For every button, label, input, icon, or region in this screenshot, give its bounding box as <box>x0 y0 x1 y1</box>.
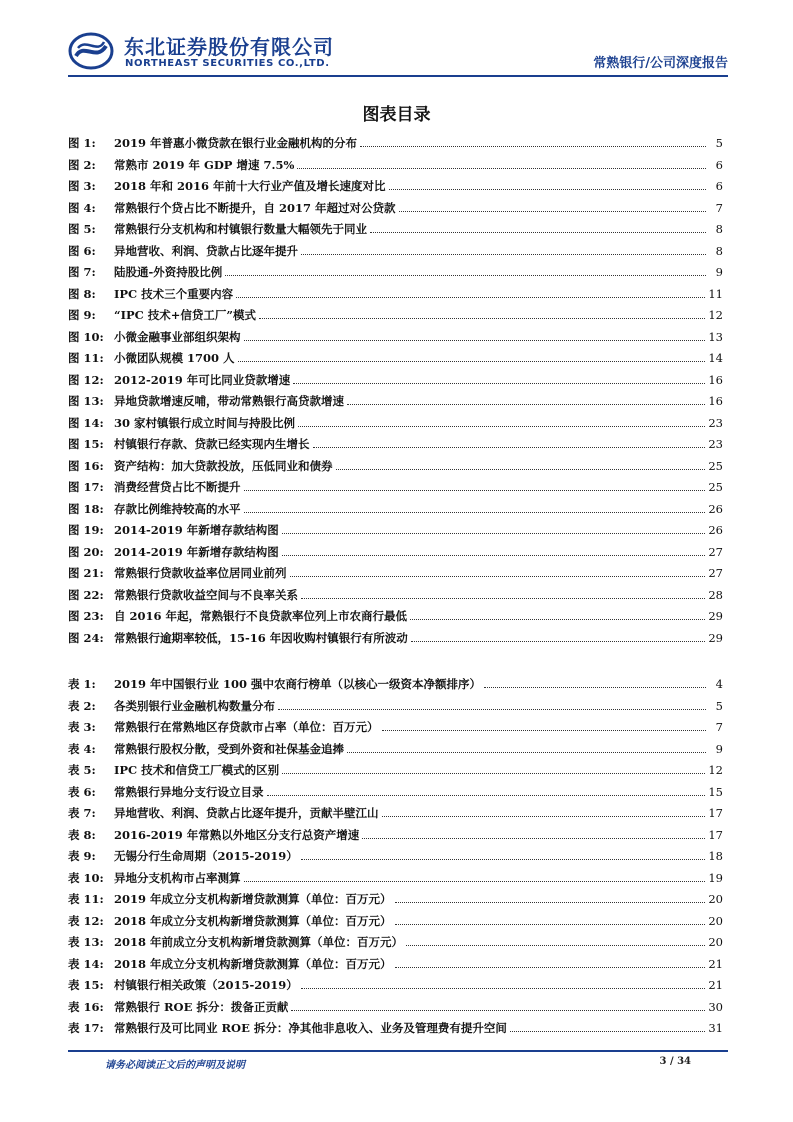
toc-dot-leader <box>267 795 706 796</box>
toc-entry[interactable] <box>68 372 723 394</box>
toc-entry-label: 表 11: <box>68 892 104 906</box>
toc-entry-label: 图 24: <box>68 630 104 645</box>
toc-entry-page: 31 <box>708 1021 723 1035</box>
toc-entry-title: 2014-2019 年新增存款结构图 <box>114 523 279 537</box>
toc-entry[interactable] <box>68 698 723 720</box>
report-title: 常熟银行/公司深度报告 <box>593 56 728 71</box>
toc-entry-page: 28 <box>708 587 723 602</box>
toc-dot-leader <box>244 881 706 882</box>
toc-entry-page: 30 <box>708 999 723 1014</box>
toc-entry-title: 异地营收、利润、贷款占比逐年提升 <box>114 243 298 258</box>
toc-entry-title: 常熟银行贷款收益空间与不良率关系 <box>114 587 298 602</box>
toc-entry-page: 23 <box>708 437 723 451</box>
toc-entry[interactable] <box>68 827 723 849</box>
toc-dot-leader <box>278 709 706 710</box>
toc-dot-leader <box>236 297 705 298</box>
toc-dot-leader <box>410 619 705 620</box>
toc-entry-title: 常熟银行 ROE 拆分：拨备正贡献 <box>114 999 289 1014</box>
toc-dot-leader <box>244 490 706 491</box>
toc-entry[interactable] <box>68 350 723 372</box>
toc-entry-title: “IPC 技术+信贷工厂”模式 <box>114 308 257 322</box>
toc-dot-leader <box>244 512 706 513</box>
toc-entry[interactable] <box>68 200 723 222</box>
toc-entry[interactable] <box>68 934 723 956</box>
toc-entry-label: 表 12: <box>68 913 104 928</box>
toc-dot-leader <box>347 752 706 753</box>
toc-entry-label: 图 11: <box>68 351 104 365</box>
toc-entry[interactable] <box>68 479 723 501</box>
toc-entry-page: 8 <box>715 243 723 258</box>
toc-entry[interactable] <box>68 999 723 1021</box>
toc-entry[interactable] <box>68 784 723 806</box>
toc-entry-title: 常熟银行贷款收益率位居同业前列 <box>114 566 287 580</box>
toc-dot-leader <box>336 469 706 470</box>
toc-entry-page: 29 <box>708 630 723 645</box>
toc-entry[interactable] <box>68 135 723 157</box>
toc-entry-page: 8 <box>715 222 723 236</box>
toc-dot-leader <box>293 383 705 384</box>
toc-entry-title: 异地分支机构市占率测算 <box>114 870 241 885</box>
toc-entry[interactable] <box>68 178 723 200</box>
toc-entry-title: 常熟银行异地分支行设立目录 <box>114 784 264 799</box>
toc-entry-title: 常熟银行及可比同业 ROE 拆分：净其他非息收入、业务及管理费有提升空间 <box>114 1021 507 1035</box>
toc-dot-leader <box>382 730 707 731</box>
company-name-en: NORTHEAST SECURITIES CO.,LTD. <box>125 58 330 69</box>
toc-entry-title: 异地营收、利润、贷款占比逐年提升，贡献半壁江山 <box>114 806 379 820</box>
toc-dot-leader <box>395 967 706 968</box>
toc-entry-page: 23 <box>708 415 723 430</box>
toc-entry-page: 29 <box>708 609 723 623</box>
toc-entry[interactable] <box>68 762 723 784</box>
toc-entry[interactable] <box>68 307 723 329</box>
toc-entry[interactable] <box>68 587 723 609</box>
toc-dot-leader <box>244 340 706 341</box>
toc-entry-page: 20 <box>708 913 723 928</box>
toc-dot-leader <box>301 859 706 860</box>
toc-entry-label: 图 7: <box>68 265 96 279</box>
toc-entry[interactable] <box>68 805 723 827</box>
footer-disclaimer: 请务必阅读正文后的声明及说明 <box>105 1060 245 1071</box>
toc-entry-title: 2016-2019 年常熟以外地区分支行总资产增速 <box>114 827 360 842</box>
toc-entry-page: 20 <box>708 892 723 906</box>
toc-entry[interactable] <box>68 891 723 913</box>
toc-entry-label: 图 20: <box>68 544 104 559</box>
toc-entry-title: 2012-2019 年可比同业贷款增速 <box>114 372 291 387</box>
toc-entry[interactable] <box>68 415 723 437</box>
toc-entry-page: 4 <box>715 677 723 691</box>
toc-entry-title: 常熟银行股权分散，受到外资和社保基金追捧 <box>114 741 344 756</box>
report-header <box>68 28 728 74</box>
toc-entry-label: 图 21: <box>68 566 104 580</box>
toc-entry-page: 11 <box>708 286 723 301</box>
toc-entry-label: 图 23: <box>68 609 104 623</box>
toc-entry-page: 20 <box>708 935 723 949</box>
toc-entry-title: 小微团队规模 1700 人 <box>114 351 235 365</box>
toc-entry-label: 图 13: <box>68 394 104 408</box>
toc-entry[interactable] <box>68 913 723 935</box>
toc-entry[interactable] <box>68 393 723 415</box>
toc-entry-label: 表 16: <box>68 999 104 1014</box>
toc-entry-title: 2018 年前成立分支机构新增贷款测算（单位：百万元） <box>114 935 404 949</box>
toc-entry-page: 19 <box>708 870 723 885</box>
toc-entry-label: 图 9: <box>68 308 96 322</box>
toc-entry-title: 2018 年成立分支机构新增贷款测算（单位：百万元） <box>114 956 392 971</box>
toc-entry-page: 9 <box>715 741 723 756</box>
toc-entry-title: 消费经营贷占比不断提升 <box>114 480 241 494</box>
toc-entry[interactable] <box>68 264 723 286</box>
toc-entry[interactable] <box>68 956 723 978</box>
toc-entry[interactable] <box>68 719 723 741</box>
toc-dot-leader <box>282 555 706 556</box>
toc-entry-label: 图 15: <box>68 437 104 451</box>
toc-entry[interactable] <box>68 565 723 587</box>
toc-entry-page: 6 <box>715 179 723 193</box>
toc-dot-leader <box>395 902 706 903</box>
header-divider <box>68 75 728 77</box>
toc-entry-page: 6 <box>715 157 723 172</box>
toc-entry-title: 2014-2019 年新增存款结构图 <box>114 544 279 559</box>
toc-dot-leader <box>406 945 705 946</box>
toc-entry[interactable] <box>68 630 723 652</box>
toc-entry-title: IPC 技术和信贷工厂模式的区别 <box>114 763 280 777</box>
toc-dot-leader <box>301 598 705 599</box>
toc-dot-leader <box>399 211 706 212</box>
toc-entry-label: 图 6: <box>68 243 96 258</box>
company-logo-icon <box>68 32 114 70</box>
toc-entry-label: 图 14: <box>68 415 104 430</box>
toc-dot-leader <box>382 816 706 817</box>
toc-dot-leader <box>362 838 705 839</box>
toc-entry-label: 图 5: <box>68 222 96 236</box>
toc-entry-label: 表 4: <box>68 741 96 756</box>
company-name-cn: 东北证券股份有限公司 <box>124 35 334 59</box>
toc-entry-label: 图 22: <box>68 587 104 602</box>
toc-entry-page: 27 <box>708 566 723 580</box>
toc-entry-label: 图 16: <box>68 458 104 473</box>
toc-dot-leader <box>259 318 705 319</box>
toc-entry-label: 图 17: <box>68 480 104 494</box>
toc-dot-leader <box>484 687 706 688</box>
toc-entry-page: 26 <box>708 523 723 537</box>
toc-dot-leader <box>290 576 706 577</box>
toc-entry-title: 常熟银行分支机构和村镇银行数量大幅领先于同业 <box>114 222 367 236</box>
toc-entry-label: 表 10: <box>68 870 104 885</box>
toc-entry-label: 图 10: <box>68 329 104 344</box>
toc-entry[interactable] <box>68 157 723 179</box>
toc-entry[interactable] <box>68 544 723 566</box>
toc-entry-label: 图 19: <box>68 523 104 537</box>
toc-entry[interactable] <box>68 977 723 999</box>
toc-entry-title: 常熟银行逾期率较低，15-16 年因收购村镇银行有所波动 <box>114 630 408 645</box>
toc-entry-title: 无锡分行生命周期（2015-2019） <box>114 849 298 863</box>
page-title: 图表目录 <box>362 105 431 125</box>
toc-dot-leader <box>411 641 706 642</box>
toc-entry[interactable] <box>68 741 723 763</box>
toc-entry-title: 30 家村镇银行成立时间与持股比例 <box>114 415 296 430</box>
toc-entry-label: 表 8: <box>68 827 96 842</box>
toc-dot-leader <box>282 533 706 534</box>
toc-dot-leader <box>298 426 705 427</box>
toc-dot-leader <box>347 404 705 405</box>
toc-entry-page: 12 <box>708 308 723 322</box>
toc-entry-page: 25 <box>708 458 723 473</box>
toc-entry-page: 9 <box>715 265 723 279</box>
toc-entry-page: 14 <box>708 351 723 365</box>
toc-entry-page: 16 <box>708 394 723 408</box>
toc-dot-leader <box>301 988 706 989</box>
toc-entry[interactable] <box>68 848 723 870</box>
toc-entry[interactable] <box>68 676 723 698</box>
toc-entry-title: 2019 年成立分支机构新增贷款测算（单位：百万元） <box>114 892 392 906</box>
toc-dot-leader <box>291 1010 705 1011</box>
toc-entry-title: 村镇银行存款、贷款已经实现内生增长 <box>114 437 310 451</box>
toc-dot-leader <box>389 189 706 190</box>
toc-entry-label: 表 1: <box>68 677 96 691</box>
toc-entry-label: 表 7: <box>68 806 96 820</box>
toc-entry-page: 17 <box>708 827 723 842</box>
toc-entry[interactable] <box>68 501 723 523</box>
toc-entry-label: 表 17: <box>68 1021 104 1035</box>
toc-entry-label: 表 14: <box>68 956 104 971</box>
toc-entry-title: 异地贷款增速反哺，带动常熟银行高贷款增速 <box>114 394 344 408</box>
toc-entry-label: 表 13: <box>68 935 104 949</box>
toc-dot-leader <box>510 1031 706 1032</box>
toc-entry-label: 图 2: <box>68 157 96 172</box>
toc-dot-leader <box>370 232 706 233</box>
toc-entry-page: 7 <box>715 720 723 734</box>
toc-dot-leader <box>360 146 706 147</box>
toc-dot-leader <box>395 924 706 925</box>
toc-entry[interactable] <box>68 329 723 351</box>
toc-entry-label: 图 18: <box>68 501 104 516</box>
toc-entry-label: 图 1: <box>68 136 96 150</box>
toc-dot-leader <box>297 168 706 169</box>
toc-entry-title: 2019 年中国银行业 100 强中农商行榜单（以核心一级资本净额排序） <box>114 677 482 691</box>
toc-dot-leader <box>301 254 706 255</box>
toc-entry-label: 表 5: <box>68 763 96 777</box>
page-number: 3 / 34 <box>659 1056 691 1067</box>
toc-entry-title: 村镇银行相关政策（2015-2019） <box>114 978 298 992</box>
toc-entry-title: 存款比例维持较高的水平 <box>114 501 241 516</box>
toc-entry[interactable] <box>68 522 723 544</box>
toc-entry-page: 18 <box>708 849 723 863</box>
toc-entry-page: 17 <box>708 806 723 820</box>
toc-entry-title: 陆股通-外资持股比例 <box>114 265 223 279</box>
toc-entry[interactable] <box>68 436 723 458</box>
toc-entry[interactable] <box>68 1020 723 1042</box>
toc-entry-page: 21 <box>708 956 723 971</box>
toc-dot-leader <box>313 447 706 448</box>
toc-entry-label: 图 3: <box>68 179 96 193</box>
toc-entry-page: 21 <box>708 978 723 992</box>
toc-entry-page: 27 <box>708 544 723 559</box>
toc-dot-leader <box>282 773 705 774</box>
toc-entry-page: 5 <box>715 136 723 150</box>
toc-entry[interactable] <box>68 286 723 308</box>
toc-entry[interactable] <box>68 870 723 892</box>
toc-entry[interactable] <box>68 458 723 480</box>
toc-dot-leader <box>225 275 706 276</box>
footer-divider <box>68 1050 728 1052</box>
toc-entry-title: 资产结构：加大贷款投放，压低同业和债券 <box>114 458 333 473</box>
toc-entry-title: 2018 年成立分支机构新增贷款测算（单位：百万元） <box>114 913 392 928</box>
toc-entry-title: 自 2016 年起，常熟银行不良贷款率位列上市农商行最低 <box>114 609 408 623</box>
toc-entry-page: 25 <box>708 480 723 494</box>
toc-entry-label: 表 9: <box>68 849 96 863</box>
toc-entry-page: 15 <box>708 784 723 799</box>
toc-entry-page: 26 <box>708 501 723 516</box>
toc-entry-title: 2019 年普惠小微贷款在银行业金融机构的分布 <box>114 136 358 150</box>
toc-entry-title: 2018 年和 2016 年前十大行业产值及增长速度对比 <box>114 179 386 193</box>
toc-entry-label: 表 2: <box>68 698 96 713</box>
toc-entry-label: 表 15: <box>68 978 104 992</box>
toc-entry-page: 16 <box>708 372 723 387</box>
toc-entry-title: IPC 技术三个重要内容 <box>114 286 234 301</box>
toc-entry-title: 小微金融事业部组织架构 <box>114 329 241 344</box>
toc-entry-page: 12 <box>708 763 723 777</box>
toc-entry-page: 5 <box>715 698 723 713</box>
toc-entry-label: 表 3: <box>68 720 96 734</box>
toc-entry-title: 常熟市 2019 年 GDP 增速 7.5% <box>114 157 295 172</box>
toc-entry-label: 图 8: <box>68 286 96 301</box>
toc-entry-label: 表 6: <box>68 784 96 799</box>
figures-toc <box>68 135 723 651</box>
toc-entry-page: 7 <box>715 200 723 215</box>
toc-entry-label: 图 12: <box>68 372 104 387</box>
toc-entry-label: 图 4: <box>68 200 96 215</box>
toc-entry-title: 常熟银行个贷占比不断提升，自 2017 年超过对公贷款 <box>114 200 396 215</box>
toc-entry-page: 13 <box>708 329 723 344</box>
toc-entry[interactable] <box>68 221 723 243</box>
toc-entry-title: 各类别银行业金融机构数量分布 <box>114 698 275 713</box>
toc-entry[interactable] <box>68 608 723 630</box>
toc-entry[interactable] <box>68 243 723 265</box>
toc-entry-title: 常熟银行在常熟地区存贷款市占率（单位：百万元） <box>114 720 379 734</box>
toc-dot-leader <box>238 361 706 362</box>
tables-toc <box>68 676 723 1042</box>
